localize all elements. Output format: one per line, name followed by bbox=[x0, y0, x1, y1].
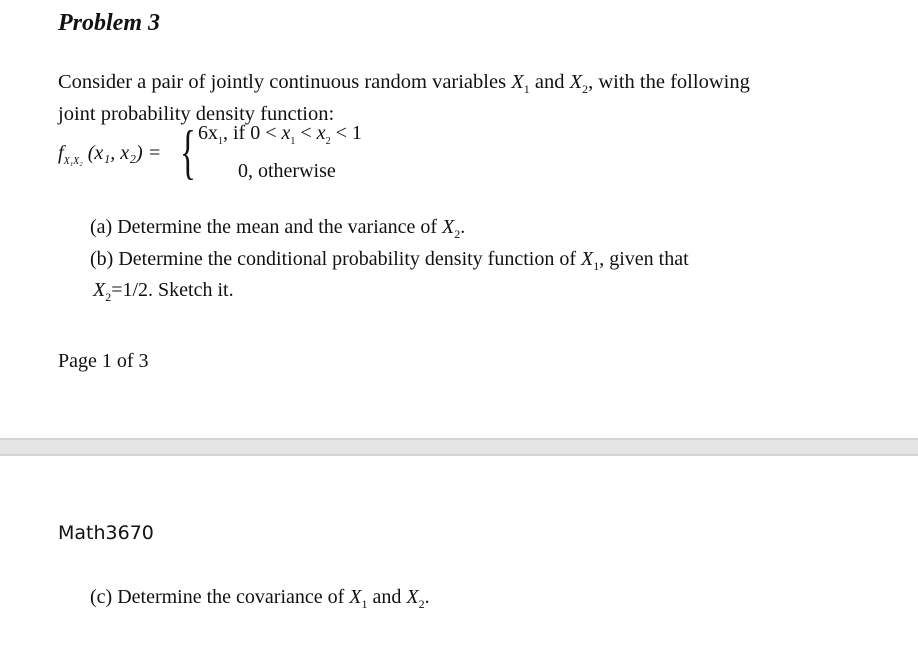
part-c-var2: X bbox=[406, 586, 419, 608]
var-x2-sub: 2 bbox=[582, 82, 589, 97]
intro-line-1 bbox=[58, 70, 838, 102]
equation-case-2: 0, otherwise bbox=[238, 160, 336, 182]
part-b-text: (b) Determine the conditional probability density function of bbox=[90, 247, 581, 270]
intro-suffix: , with the following bbox=[588, 71, 750, 93]
part-a bbox=[90, 215, 850, 247]
part-a-var: X bbox=[442, 216, 455, 238]
lhs-args: (x₁, x₂) = bbox=[87, 142, 162, 164]
part-b-suffix: , given that bbox=[599, 247, 689, 270]
problem-intro bbox=[58, 70, 838, 127]
part-c-suffix: . bbox=[424, 586, 430, 608]
case1-value-sub: 1 bbox=[218, 136, 223, 147]
part-b-sub: 1 bbox=[593, 258, 600, 273]
case1-x1: x bbox=[281, 122, 291, 144]
problem-parts bbox=[90, 215, 850, 310]
lhs-subscript: X₁X₂ bbox=[63, 156, 83, 167]
case1-x2-sub: 2 bbox=[325, 136, 331, 147]
part-b bbox=[90, 247, 850, 279]
intro-text-1: Consider a pair of jointly continuous random variables bbox=[58, 71, 512, 93]
part-b-var: X bbox=[581, 247, 594, 270]
part-b-cont-text: =1/2. Sketch it. bbox=[111, 279, 234, 301]
equation-lhs bbox=[58, 142, 161, 167]
part-c-sub2: 2 bbox=[418, 597, 425, 611]
part-b-cont-sub: 2 bbox=[105, 290, 112, 304]
page-number: Page 1 of 3 bbox=[58, 350, 149, 372]
part-b-cont-var: X bbox=[93, 279, 106, 301]
case1-end: < 1 bbox=[335, 122, 362, 144]
part-c-text: (c) Determine the covariance of bbox=[90, 586, 350, 608]
part-c-sub1: 1 bbox=[361, 597, 368, 611]
part-a-suffix: . bbox=[460, 216, 466, 238]
problem-title: Problem 3 bbox=[58, 10, 160, 36]
case1-x2: x bbox=[316, 122, 326, 144]
part-c bbox=[90, 586, 430, 612]
case1-condition: , if 0 < bbox=[223, 122, 277, 144]
intro-and: and bbox=[529, 71, 570, 93]
curly-brace: { bbox=[180, 119, 196, 185]
case1-x1-sub: 1 bbox=[290, 136, 296, 147]
part-b-continued bbox=[90, 278, 850, 310]
page-2 bbox=[0, 456, 918, 648]
intro-line-2: joint probability density function: bbox=[58, 103, 335, 126]
var-x1-sub: 1 bbox=[523, 82, 530, 97]
case1-value: 6x bbox=[198, 122, 218, 144]
part-a-sub: 2 bbox=[454, 227, 461, 241]
part-a-text: (a) Determine the mean and the variance of bbox=[90, 216, 443, 238]
var-x1: X bbox=[511, 71, 524, 93]
var-x2: X bbox=[569, 71, 583, 93]
part-c-and: and bbox=[367, 586, 407, 608]
lhs-f: f bbox=[58, 142, 64, 164]
page-divider bbox=[0, 438, 918, 456]
joint-pdf-equation bbox=[58, 120, 478, 190]
case1-mid: < bbox=[300, 122, 312, 144]
equation-case-1 bbox=[198, 122, 362, 147]
part-c-var1: X bbox=[349, 586, 362, 608]
course-header: Math3670 bbox=[58, 522, 154, 544]
